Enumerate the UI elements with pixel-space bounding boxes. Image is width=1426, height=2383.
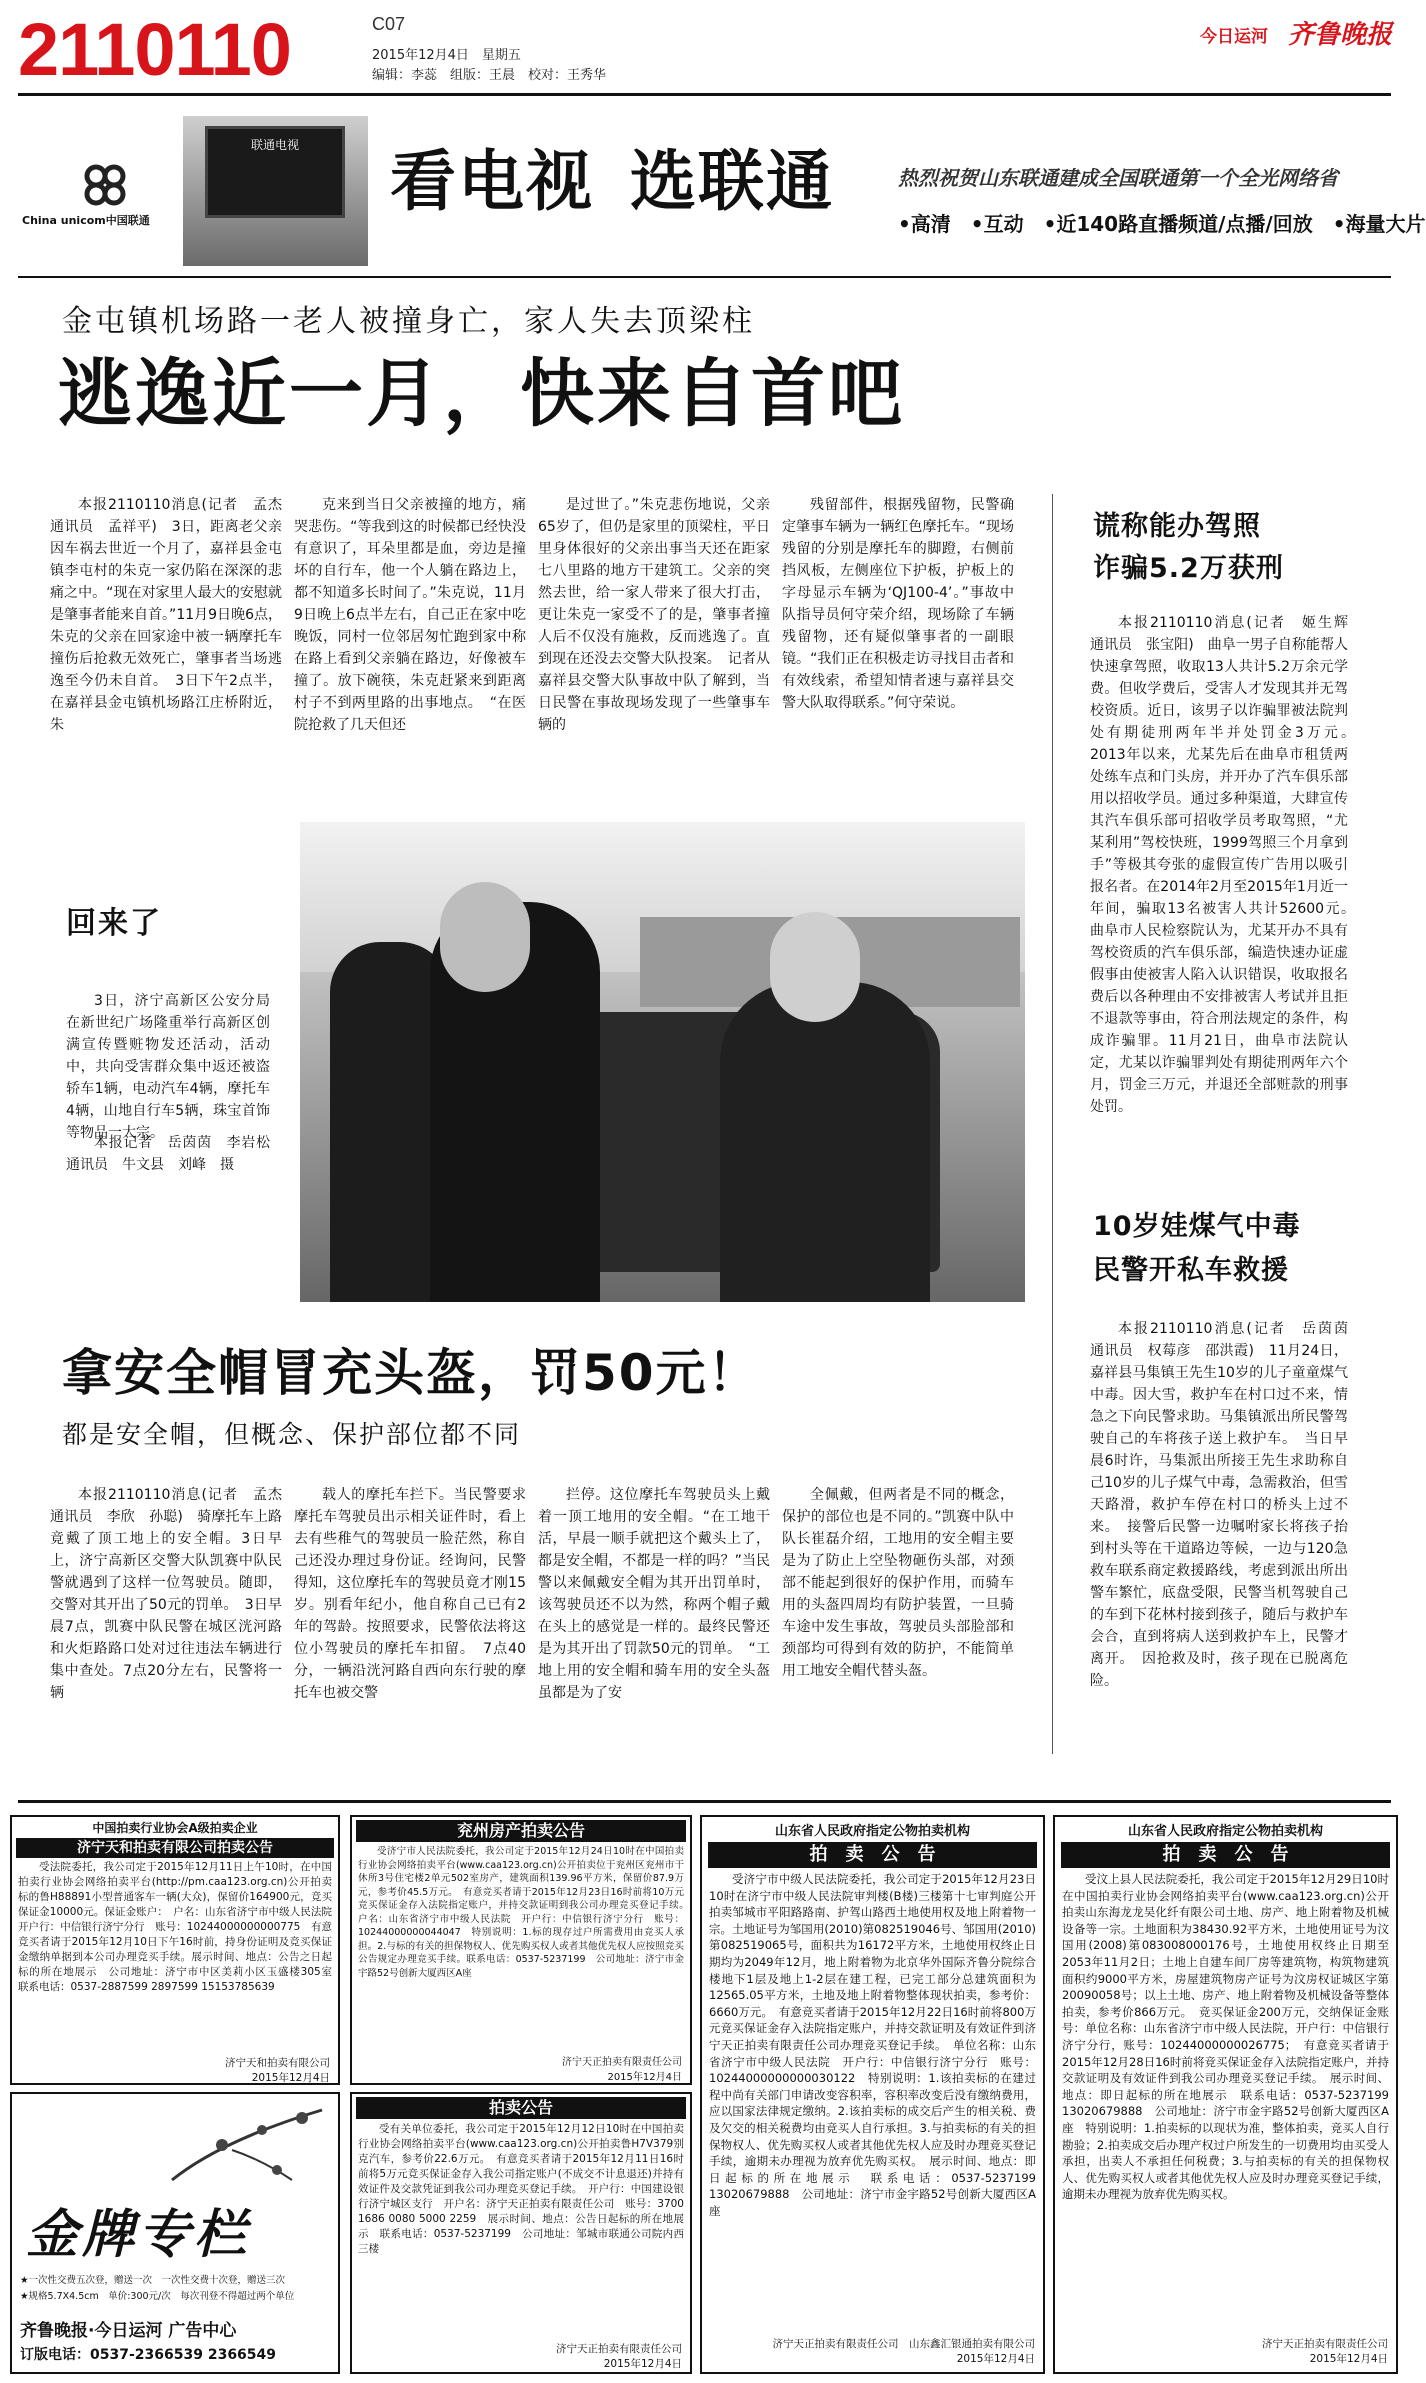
helmet-column-1: 本报2110110消息(记者 孟杰 通讯员 李欣 孙聪) 骑摩托车上路竟戴了顶工地上的安全帽。3日早上，济宁高新区交警大队凯赛中队民警就遇到了这样一位驾驶员。随即，交警对其开出了50元的罚单。 3日早晨7点，凯赛中队民警在城区洸河路和火炬路路口处对过往违法车辆进行集中查处。7点20分左右，民警将一辆 — [50, 1487, 296, 1701]
photo-citizen — [720, 982, 930, 1302]
lead-column-1: 本报2110110消息(记者 孟杰 通讯员 孟祥平) 3日，距离老父亲因车祸去世近一个月了，嘉祥县金屯镇李屯村的朱克一家仍陷在深深的悲痛之中。“现在对家里人最大的安慰就是肇事者能来自首。”11月9日晚6点，朱克的父亲在回家途中被一辆摩托车撞伤后抢救无效死亡，肇事者当场逃逸至今仍未自首。 3日下午2点半，在嘉祥县金屯镇机场路江庄桥附近，朱 — [50, 497, 296, 733]
column-ad-phone: 订版电话：0537-2366539 2366549 — [20, 2347, 277, 2363]
helmet-headline: 拿安全帽冒充头盔，罚50元！ — [62, 1344, 760, 1402]
notice-4-body: 受济宁市中级人民法院委托，我公司定于2015年12月23日10时在济宁市中级人民法院审判楼(B楼)三楼第十七审判庭公开拍卖邹城市平阳路路南、护驾山路西土地使用权及地上附着物一宗。土地证号为邹国用(2010)第082519046号、邹国用(2010)第082519065号，面积共为16172平方米，土地使用权终止日期均为2049年12月，地上附着物为北京华外国际齐鲁分院综合楼地下1层及地上1-2层在建工程，已完工部分总建筑面积为12565.05平方米，土地及地上附着物整体现状拍卖，参考价：6660万元。 有意竞买者请于2015年12月22日16时前将800万元竞买保证金存入法院指定账户，并持交款证明及有效证件到济宁天正拍卖有限责任公司办理竞买登记手续。 单位名称：山东省济宁市中级人民法院 开户行：中信银行济宁分行 账号：10244000000000030122 特别说明：1.该拍卖标的在建过程中尚有关部门申请改变容积率，容积率改变后没有缴纳费用，应以国家法律规定缴纳。2.该拍卖标的成交后产生的相关税、费及欠交的相关税费均由竞买人自行承担。3.与拍卖标的有关的担保物权人、优先购买权人或者其他优先权人应及时办理竞买登记手续，逾期未办理视为放弃优先购买权。 展示时间、地点：即日起标的所在地展示 联系电话：0537-5237199 13020679888 公司地址：济宁市金宇路52号创新大厦西区A座 — [709, 1872, 1036, 2218]
column-rule-right — [1052, 494, 1053, 1754]
column-ad-offer: ★一次性交费五次登，赠送一次 一次性交费十次登，赠送三次 — [20, 2275, 286, 2286]
auction-notice-4 — [700, 1815, 1045, 2374]
news-photo — [300, 822, 1025, 1302]
tv-illustration — [183, 116, 368, 266]
tv-label: 联通电视 — [250, 138, 299, 152]
notice-2-sign: 济宁天正拍卖有限责任公司 — [562, 2057, 682, 2068]
notice-4-sign: 济宁天正拍卖有限责任公司 山东鑫汇银通拍卖有限公司 — [772, 2338, 1035, 2350]
notice-2-date: 2015年12月4日 — [607, 2072, 682, 2083]
notice-4-title: 拍 卖 公 告 — [708, 1842, 1037, 1868]
helmet-subhead: 都是安全帽，但概念、保护部位都不同 — [62, 1420, 522, 1449]
notices-rule — [18, 1800, 1391, 1803]
notice-5-sign: 济宁天正拍卖有限责任公司 — [1262, 2338, 1388, 2350]
editor-credits: 编辑：李蕊 组版：王晨 校对：王秀华 — [372, 68, 607, 83]
fraud-body: 本报2110110消息(记者 姬生辉 通讯员 张宝阳) 曲阜一男子自称能帮人快速拿驾照，收取13人共计5.2万余元学费。但收学费后，受害人才发现其并无驾校资质。近日，该男子以诈骗罪被法院判处有期徒刑两年半并处罚金3万元。 2013年以来，尤某先后在曲阜市租赁两处练车点和门头房，并开办了汽车俱乐部用以招收学员。通过多种渠道，大肆宣传其汽车俱乐部可招收学员考取驾照，“尤某利用”驾校快班，1999驾照三个月拿到手”等极其夸张的虚假宣传广告用以吸引报名者。在2014年2月至2015年1月近一年间，骗取13名被害人共计52600元。 曲阜市人民检察院认为，尤某开办不具有驾校资质的汽车俱乐部，编造快速办证虚假事由使被害人陷入认识错误，收取报名费后以各种理由不安排被害人考试并且拒不退款等事由，符合刑法规定的条件，构成诈骗罪。11月21日，曲阜市法院认定，尤某以诈骗罪判处有期徒刑两年六个月，罚金三万元，并退还全部赃款的刑事处罚。 — [1090, 615, 1362, 1115]
paper-logo: 齐鲁晚报 — [1288, 20, 1393, 50]
gas-title-1: 10岁娃煤气中毒 — [1093, 1211, 1301, 1242]
banner-ad — [18, 100, 1426, 278]
gas-body: 本报2110110消息(记者 岳茵茵 通讯员 权莓彦 邵洪霞) 11月24日，嘉祥县马集镇王先生10岁的儿子童童煤气中毒。因大雪，救护车在村口过不来，情急之下向民警求助。马集镇派出所民警驾驶自己的车将孩子送上救护车。 当日早晨6时许，马集派出所接王先生求助称自己10岁的儿子煤气中毒，急需救治，但雪天路滑，救护车停在村口的桥头上过不来。 接警后民警一边嘱咐家长将孩子抬到村头等在干道路边等候，一边与120急救车联系商定救援路线，考虑到派出所出警车繁忙，底盘受限，民警当机驾驶自己的车到下花林村接到孩子，随后与救护车会合，直到将病人送到救护车上，民警才离开。 因抢救及时，孩子现在已脱离危险。 — [1090, 1321, 1362, 1689]
lead-headline: 逃逸近一月，快来自首吧 — [58, 351, 905, 437]
unicom-brand: China unicom中国联通 — [22, 214, 150, 227]
notice-5-date: 2015年12月4日 — [1309, 2353, 1388, 2365]
page-number: 2110110 — [18, 8, 291, 91]
notice-3-body: 受有关单位委托，我公司定于2015年12月12日10时在中国拍卖行业协会网络拍卖平台(www.caa123.org.cn)公开拍卖鲁H7V379别克汽车，参考价22.6万元。 有意竞买者请于2015年12月11日16时前将5万元竞买保证金存入我公司指定账户(不成交不计息退还)并持有效证件及交款凭证到我公司办理竞买登记手续。 开户行：中国建设银行济宁城区支行 开户名：济宁天正拍卖有限责任公司 账号：3700 1686 0080 5000 2259 展示时间、地点：公告日起标的所在地展示 联系电话：0537-5237199 公司地址：邹城市联通公司院内西三楼 — [358, 2123, 684, 2255]
header-rule — [18, 93, 1391, 96]
column-ad-spec: ★规格5.7X4.5cm 单价:300元/次 每次刊登不得超过两个单位 — [20, 2291, 295, 2302]
notice-1-company: 济宁天和拍卖有限公司拍卖公告 — [16, 1838, 334, 1858]
notice-1-date: 2015年12月4日 — [251, 2072, 330, 2084]
column-ad-brand: 齐鲁晚报·今日运河 广告中心 — [20, 2321, 237, 2341]
notice-3-sign: 济宁天正拍卖有限责任公司 — [556, 2343, 682, 2355]
notice-3-date: 2015年12月4日 — [603, 2358, 682, 2370]
notice-1-sign: 济宁天和拍卖有限公司 — [225, 2057, 330, 2069]
auction-notice-5 — [1053, 1815, 1401, 2374]
notice-5-title: 拍 卖 公 告 — [1061, 1842, 1390, 1868]
column-ad-title: 金牌专栏 — [26, 2204, 251, 2265]
photo-citizen-face — [770, 912, 860, 1022]
lead-column-4: 残留部件，根据残留物，民警确定肇事车辆为一辆红色摩托车。“现场残留的分别是摩托车的脚蹬，右侧前挡风板，左侧座位下护板，护板上的字母显示车辆为‘QJ100-4’。”事故中队指导员何守荣介绍，现场除了车辆残留物，还有疑似肇事者的一副眼镜。“我们正在积极走访寻找目击者和有效线索，希望知情者速与嘉祥县交警大队取得联系。”何守荣说。 — [782, 497, 1014, 711]
return-body: 3日，济宁高新区公安分局在新世纪广场隆重举行高新区创满宣传暨赃物发还活动，活动中，共向受害群众集中返还被盗轿车1辆，电动汽车4辆，摩托车4辆，山地自行车5辆，珠宝首饰等物品一大宗。 — [66, 993, 270, 1141]
issue-date: 2015年12月4日 星期五 — [372, 48, 521, 63]
notice-1-body: 受法院委托，我公司定于2015年12月11日上午10时，在中国拍卖行业协会网络拍卖平台(http://pm.caa123.org.cn)公开拍卖标的鲁H88891小型普通客车一辆(大众)，保留价164900元，竞买保证金10000元。保证金账户： 户名：山东省济宁市中级人民法院 开户行：中信银行济宁分行 账号：10244000000000775 有意竞买者请于2015年12月10日下午16时前，持身份证明及竞买保证金缴纳单据到本公司办理竞买手续。展示时间、地点：公告之日起标的所在地展示 公司地址：济宁市中区美莉小区玉盛楼305室 联系电话：0537-2887599 2897599 15153785639 — [18, 1861, 343, 1993]
lead-column-2: 克来到当日父亲被撞的地方，痛哭悲伤。“等我到这的时候都已经快没有意识了，耳朵里都是血，旁边是撞坏的自行车，他一个人躺在路边上，都不知道多长时间了。”朱克说，11月9日晚上6点半左右，自己正在家中吃晚饭，同村一位邻居匆忙跑到家中称在路上看到父亲躺在路边，好像被车撞了。放下碗筷，朱克赶紧来到距离村子不到两里路的出事地点。 “在医院抢救了几天但还 — [294, 497, 526, 733]
fraud-title-2: 诈骗5.2万获刑 — [1093, 553, 1284, 584]
notice-4-org: 山东省人民政府指定公物拍卖机构 — [774, 1824, 970, 1839]
notice-4-date: 2015年12月4日 — [956, 2353, 1035, 2365]
section-name: 今日运河 — [1200, 27, 1268, 47]
notice-2-body: 受济宁市人民法院委托，我公司定于2015年12月24日10时在中国拍卖行业协会网络拍卖平台(www.caa123.org.cn)公开拍卖位于兖州区兖州市干休所3号住宅楼2单元502室房产，建筑面积139.96平方米，保留价87.9万元，参考价45.5万元。 有意竞买者请于2015年12月23日16时前将10万元竞买保证金存入法院指定账户，并持交款证明到我公司办理竞买登记手续。 户名：山东省济宁市中级人民法院 开户行：中信银行济宁分行 账号：10244000000044047 特别说明：1.标的现存过户所需费用由竞买人承担。2.与标的有关的担保物权人、优先购买权人或者其他优先权人应按照竞买公告规定办理竞买手续。联系电话：0537-5237199 公司地址：济宁市金宇路52号创新大厦西区A座 — [358, 1846, 694, 1979]
notice-5-org: 山东省人民政府指定公物拍卖机构 — [1127, 1824, 1323, 1839]
notice-5-body: 受汶上县人民法院委托，我公司定于2015年12月29日10时在中国拍卖行业协会网络拍卖平台(www.caa123.org.cn)公开拍卖山东海龙龙吴化纤有限公司土地、房产、地上附着物及机械设备等一宗。土地面积为38430.92平方米，土地使用证号为汶国用(2008)第083008000176号，土地使用权终止日期至2053年11月2日；土地上自建车间厂房等建筑物，构筑物建筑面积约9000平方米，房屋建筑物房产证号为汶房权证城区字第20090058号；以上土地、房产、地上附着物及机械设备等整体拍卖，参考价866万元。 竞买保证金200万元，交纳保证金账号：单位名称：山东省济宁市中级人民法院，开户行：中信银行济宁分行，账号：10244000000026775； 有意竞买者请于2015年12月28日16时前将竞买保证金存入法院指定账户，并持交款证明及有效证件到我公司办理竞买登记手续。 展示时间、地点：即日起标的所在地展示 联系电话：0537-5237199 13020679888 公司地址：济宁市金宇路52号创新大厦西区A座 特别说明：1.拍卖标的以现状为准，整体拍卖，竞买人自行勘验；2.拍卖成交后办理产权过户所发生的一切费用均由买受人承担，出卖人不承担任何税费；3.与拍卖标的有关的担保物权人、优先购买权人或者其他优先权人应及时办理竞买登记手续，逾期未办理视为放弃优先购买权。 — [1062, 1872, 1401, 2202]
photo-officer-face — [440, 882, 530, 992]
auction-notice-1 — [10, 1815, 343, 2085]
helmet-column-4: 全佩戴，但两者是不同的概念，保护的部位也是不同的。”凯赛中队中队长崔磊介绍，工地用的安全帽主要是为了防止上空坠物砸伤头部，对颈部不能起到很好的保护作用，而骑车用的头盔四周均有防护装置，一旦骑车途中发生事故，驾驶员头部脸部和颈部均可得到有效的防护，不能简单用工地安全帽代替头盔。 — [782, 1487, 1014, 1679]
auction-notice-3 — [350, 2092, 692, 2374]
gas-title-2: 民警开私车救援 — [1093, 1255, 1289, 1286]
lead-subhead: 金屯镇机场路一老人被撞身亡，家人失去顶梁柱 — [62, 304, 755, 339]
lead-column-3: 是过世了。”朱克悲伤地说，父亲65岁了，但仍是家里的顶梁柱，平日里身体很好的父亲出事当天还在距家七八里路的地方干建筑工。父亲的突然去世，给一家人带来了很大打击，更让朱克一家受不了的是，肇事者撞人后不仅没有施救，反而逃逸了。直到现在还没去交警大队投案。 记者从嘉祥县交警大队事故中队了解到，当日民警在事故现场发现了一些肇事车辆的 — [538, 497, 770, 733]
column-ad — [10, 2092, 340, 2374]
page-code: C07 — [372, 14, 406, 34]
notice-3-title: 拍卖公告 — [356, 2097, 686, 2119]
slogan-b: 选联通 — [630, 143, 834, 220]
plum-blossom-icon — [162, 2100, 332, 2190]
return-title: 回来了 — [66, 906, 162, 941]
notice-2-title: 兖州房产拍卖公告 — [356, 1820, 686, 1842]
unicom-logo-icon — [24, 154, 144, 214]
slogan-a: 看电视 — [390, 143, 594, 220]
notice-1-org: 中国拍卖行业协会A级拍卖企业 — [92, 1821, 258, 1835]
helmet-column-2: 载人的摩托车拦下。当民警要求摩托车驾驶员出示相关证件时，看上去有些稚气的驾驶员一脸茫然，称自己还没办理过身份证。经询问，民警得知，这位摩托车的驾驶员竟才刚15岁。别看年纪小，他自称自己已有2年的驾龄。按照要求，民警依法将这位小驾驶员的摩托车扣留。 7点40分，一辆沿洸河路自西向东行驶的摩托车也被交警 — [294, 1487, 526, 1701]
fraud-title-1: 谎称能办驾照 — [1093, 511, 1261, 542]
banner-features: •高清 •互动 •近140路直播频道/点播/回放 •海量大片 — [898, 212, 1426, 236]
return-credit: 本报记者 岳茵茵 李岩松 通讯员 牛文县 刘峰 摄 — [66, 1135, 284, 1173]
auction-notice-2 — [350, 1815, 692, 2085]
banner-tagline: 热烈祝贺山东联通建成全国联通第一个全光网络省 — [898, 166, 1338, 190]
helmet-column-3: 拦停。这位摩托车驾驶员头上戴着一顶工地用的安全帽。“在工地干活，早晨一顺手就把这个戴头上了，都是安全帽，不都是一样的吗？”当民警以来佩戴安全帽为其开出罚单时，该驾驶员还不以为然，称两个帽子戴在头上的感觉是一样的。最终民警还是为其开出了罚款50元的罚单。 “工地上用的安全帽和骑车用的安全头盔虽都是为了安 — [538, 1487, 770, 1701]
